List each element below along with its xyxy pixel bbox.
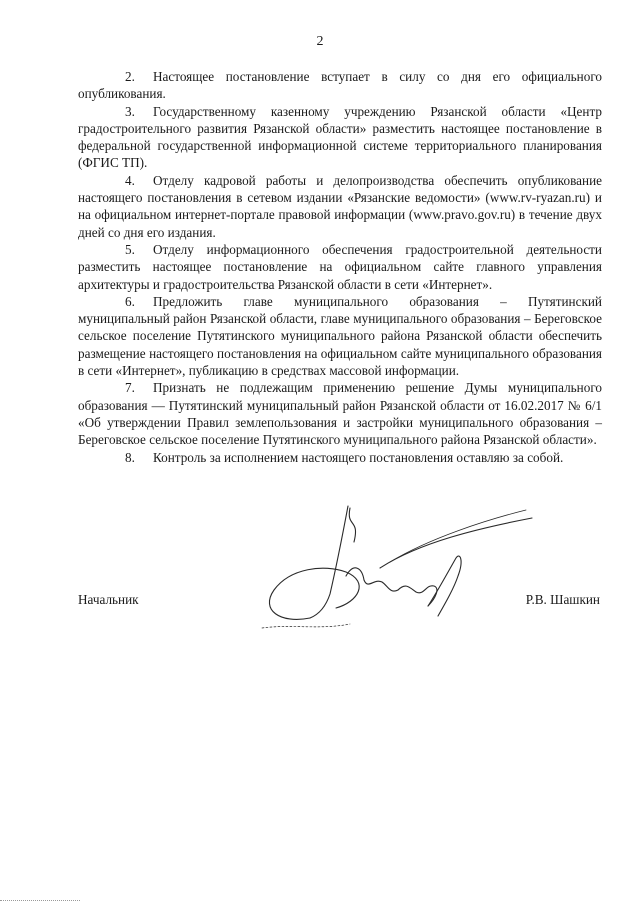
handwritten-signature [250,498,540,638]
paragraph-text: Настоящее постановление вступает в силу со дня его официального опубликования. [78,69,602,102]
footer-rule [0,900,80,901]
paragraph-number: 7. [125,380,135,396]
paragraph-text: Признать не подлежащим применению решение Думы муниципального образования — Путятинский муниципальный район Рязанской области от 16.02.2017 № 6/1 «Об утверждении Правил землепользования и застройки муниципального образования – Береговское сельское поселение Путятинского муниципального района Рязанской области». [78,380,602,448]
paragraph-text: Отделу информационного обеспечения градостроительной деятельности разместить настоящее постановление на официальном сайте главного управления архитектуры и градостроительства Рязанской области в сети «Интернет». [78,241,602,292]
paragraph-number: 6. [125,293,135,309]
document-body [78,68,602,466]
paragraph-6 [78,293,602,379]
paragraph-number: 4. [125,172,135,188]
paragraph-7 [78,379,602,448]
paragraph-4 [78,172,602,241]
paragraph-3 [78,103,602,172]
paragraph-2 [78,68,602,103]
paragraph-number: 3. [125,103,135,119]
paragraph-number: 5. [125,241,135,257]
signatory-title: Начальник [78,592,139,607]
paragraph-8 [78,449,602,466]
paragraph-text: Государственному казенному учреждению Рязанской области «Центр градостроительного развития Рязанской области» разместить настоящее постановление в федеральной государственной информационной системе территориального планирования (ФГИС ТП). [78,103,602,171]
signatory-name: Р.В. Шашкин [525,592,600,607]
paragraph-number: 2. [125,69,135,84]
paragraph-text: Контроль за исполнением настоящего постановления оставляю за собой. [153,449,564,465]
paragraph-text: Предложить главе муниципального образования – Путятинский муниципальный район Рязанской области, главе муниципального образования – Береговское сельское поселение Путятинского муниципального района Рязанской области обеспечить размещение настоящего постановления на официальном сайте муниципального образования в сети «Интернет», публикацию в средствах массовой информации. [78,293,602,379]
paragraph-text: Отделу кадровой работы и делопроизводства обеспечить опубликование настоящего постановления в сетевом издании «Рязанские ведомости» (www.rv-ryazan.ru) и на официальном интернет-портале правовой информации (www.pravo.gov.ru) в течение двух дней со дня его издания. [78,172,602,240]
page-number: 2 [316,34,324,49]
paragraph-5 [78,241,602,293]
paragraph-number: 8. [125,449,135,465]
signature-block [78,592,602,612]
